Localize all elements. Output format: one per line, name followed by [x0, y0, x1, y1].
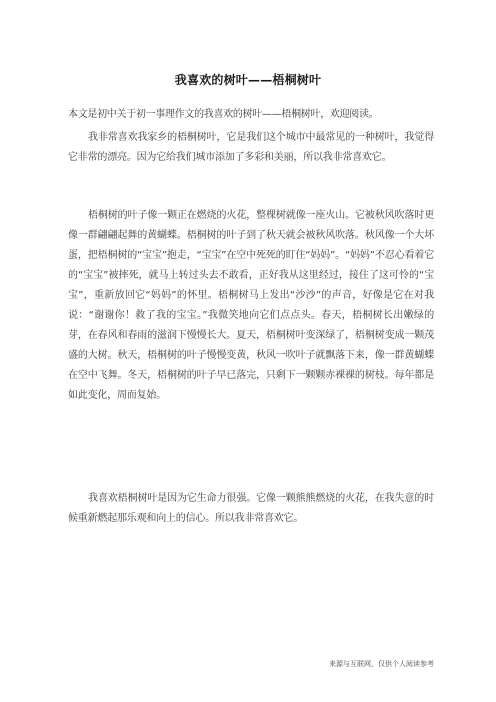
paragraph-1: 我非常喜欢我家乡的梧桐树叶，它是我们这个城市中最常见的一种树叶，我觉得它非常的漂亮。因为它给我们城市添加了多彩和美丽，所以我非常喜欢它。 [68, 132, 434, 163]
document-title: 我喜欢的树叶——梧桐树叶 [174, 73, 322, 87]
source-footer: 来源与互联网，仅供个人阅读参考 [329, 660, 434, 668]
paragraph-2: 梧桐树的叶子像一颗正在燃烧的火花，整棵树就像一座火山。它被秋风吹落时更像一群翩翩起舞的黄蝴蝶。梧桐树的叶子到了秋天就会被秋风吹落。秋风像一个大坏蛋，把梧桐树的“宝宝”抱走，“宝宝”在空中死死的盯住“妈妈”。“妈妈”不忍心看着它的“宝宝”被摔死，就马上转过头去不敢看，正好我从这里经过，接住了这可怜的“宝宝”，重新放回它“妈妈”的怀里。梧桐树马上发出“沙沙”的声音，好像是它在对我说：“谢谢你！救了我的宝宝。”我微笑地向它们点点头。春天，梧桐树长出嫩绿的芽，在春风和春雨的滋润下慢慢长大。夏天，梧桐树叶变深绿了，梧桐树变成一颗茂盛的大树。秋天，梧桐树的叶子慢慢变黄，秋风一吹叶子就飘落下来，像一群黄蝴蝶在空中飞舞。冬天，梧桐树的叶子早已落完，只剩下一颗颗赤裸裸的树枝。每年都是如此变化，周而复始。 [68, 210, 434, 401]
paragraph-3: 我喜欢梧桐树叶是因为它生命力很强。它像一颗熊熊燃烧的火花，在我失意的时候重新燃起那乐观和向上的信心。所以我非常喜欢它。 [68, 493, 434, 524]
intro-line: 本文是初中关于初一事理作文的我喜欢的树叶——梧桐树叶，欢迎阅读。 [68, 109, 379, 120]
